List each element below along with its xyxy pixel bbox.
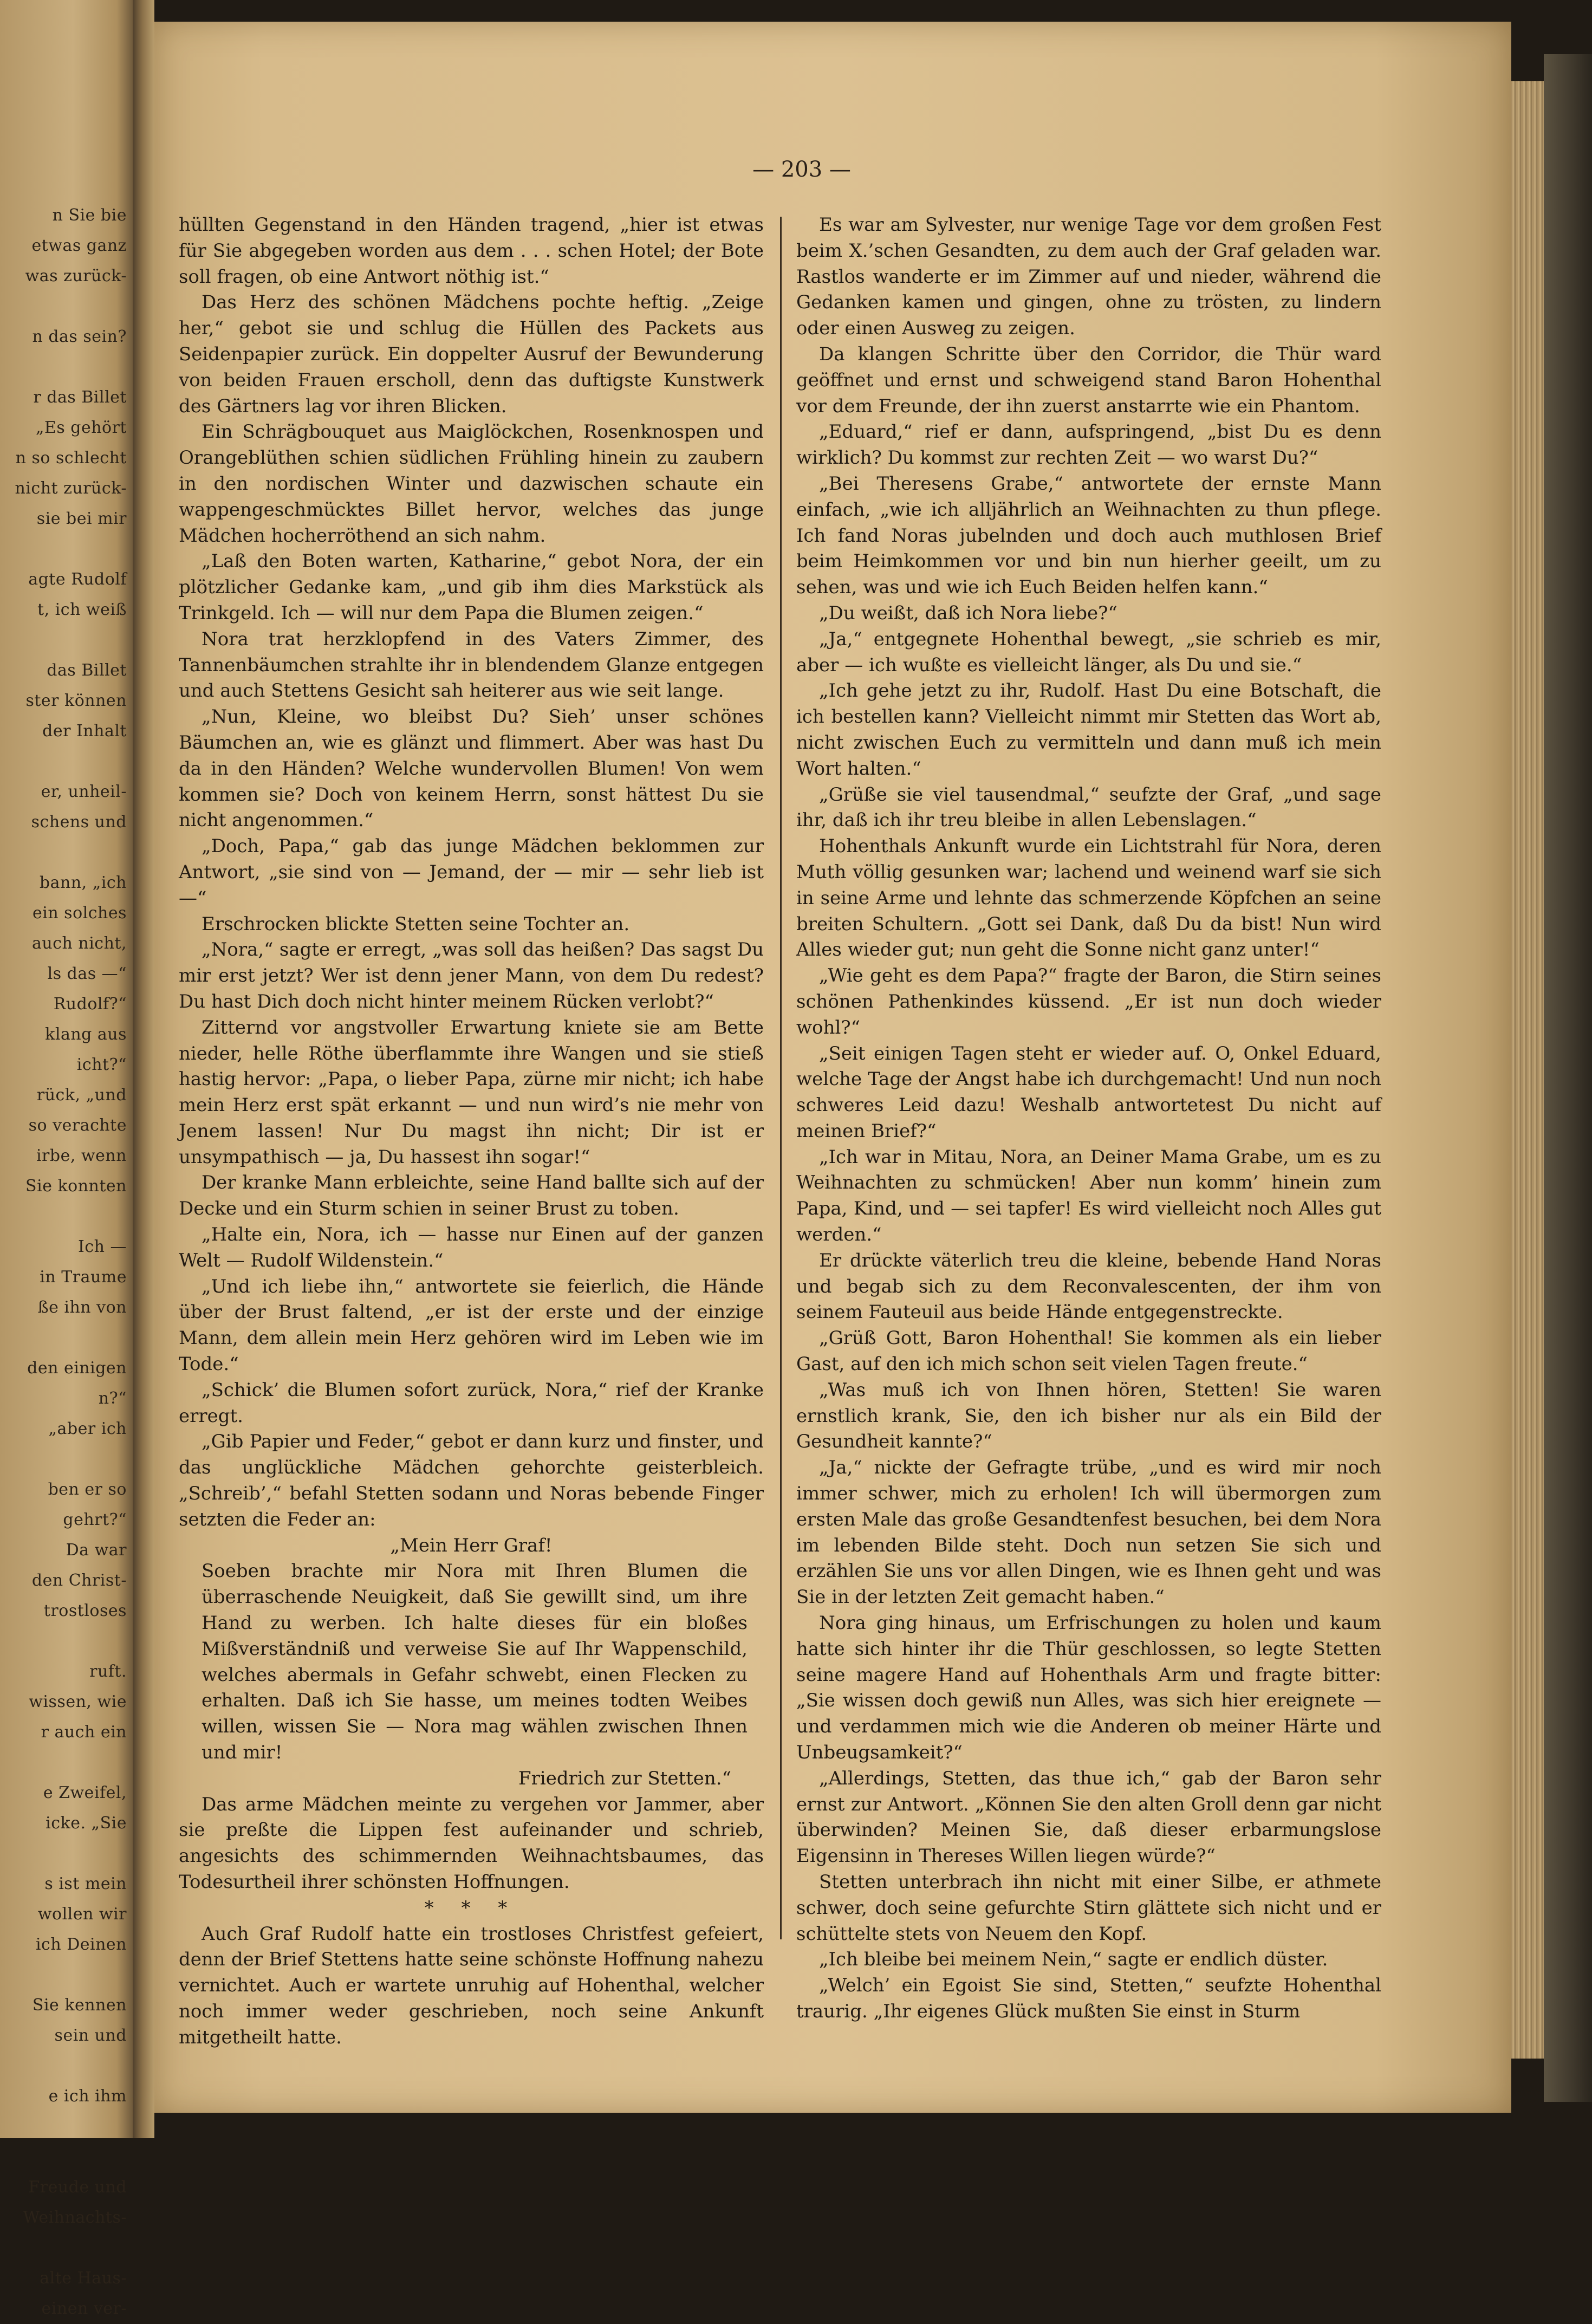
previous-page-line: n?“ bbox=[98, 1389, 127, 1408]
paragraph: Auch Graf Rudolf hatte ein trostloses Christfest gefeiert, denn der Brief Stettens hatte seine schönste Hoffnung nahezu vernichtet. Auch er wartete unruhig auf Hohenthal, welcher noch immer weder geschrieben, noch seine Ankunft mitgetheilt hatte. bbox=[179, 1923, 764, 2048]
right-text-column bbox=[796, 212, 1381, 2025]
paragraph: „Ich bleibe bei meinem Nein,“ sagte er endlich düster. bbox=[819, 1949, 1328, 1971]
previous-page-line: r auch ein bbox=[41, 1723, 127, 1742]
previous-page-line: alte Haus- bbox=[40, 2269, 127, 2288]
previous-page-line: den einigen bbox=[27, 1359, 127, 1378]
paragraph: „Seit einigen Tagen steht er wieder auf. O, Onkel Eduard, welche Tage der Angst habe ich durchgemacht! Und nun noch schweres Leid dazu! Weshalb antwortetest Du nicht auf meinen Brief?“ bbox=[796, 1042, 1381, 1142]
previous-page-line bbox=[2, 2051, 127, 2081]
paragraph: „Ja,“ entgegnete Hohenthal bewegt, „sie schrieb es mir, aber — ich wußte es vielleicht länger, als Du und sie.“ bbox=[796, 628, 1381, 676]
previous-page-line: in Traume bbox=[40, 1268, 127, 1287]
previous-page-line: klang aus bbox=[45, 1025, 127, 1044]
previous-page-line bbox=[2, 1748, 127, 1778]
paragraph: „Ich gehe jetzt zu ihr, Rudolf. Hast Du eine Botschaft, die ich bestellen kann? Vielleicht nimmt mir Stetten das Wort ab, nicht zwischen Euch zu vermitteln und dann muß ich mein Wort halten.“ bbox=[796, 680, 1381, 780]
paragraph: Der kranke Mann erbleichte, seine Hand ballte sich auf der Decke und ein Sturm schien in seiner Brust zu toben. bbox=[179, 1172, 764, 1220]
previous-page-edge bbox=[0, 0, 133, 2318]
paragraph: „Grüße sie viel tausendmal,“ seufzte der Graf, „und sage ihr, daß ich ihr treu bleibe in allen Lebenslagen.“ bbox=[796, 783, 1381, 832]
paragraph: „Gib Papier und Feder,“ gebot er dann kurz und finster, und das unglückliche Mädchen gehorchte geisterbleich. „Schreib’,“ befahl Stetten sodann und Noras bebende Finger setzten die Feder an: bbox=[179, 1431, 764, 1530]
previous-page-line: Ich — bbox=[77, 1237, 127, 1256]
previous-page-line: trostloses bbox=[43, 1601, 127, 1620]
previous-page-line: ben er so bbox=[48, 1480, 127, 1499]
column-divider bbox=[780, 217, 782, 1939]
paragraph: „Welch’ ein Egoist Sie sind, Stetten,“ seufzte Hohenthal traurig. „Ihr eigenes Glück mußten Sie einst in Sturm bbox=[796, 1975, 1381, 2022]
previous-page-line bbox=[2, 291, 127, 322]
previous-page-line: t, ich weiß bbox=[37, 600, 127, 619]
paragraph: Das Herz des schönen Mädchens pochte heftig. „Zeige her,“ gebot sie und schlug die Hüllen des Packets aus Seidenpapier zurück. Ein doppelter Ausruf der Bewunderung von beiden Frauen erscholl, denn das duftigste Kunstwerk des Gärtners lag vor ihren Blicken. bbox=[179, 291, 764, 417]
previous-page-line: er, unheil- bbox=[41, 782, 127, 801]
previous-page-line bbox=[2, 1444, 127, 1475]
previous-page-line: der Inhalt bbox=[42, 722, 127, 741]
previous-page-line bbox=[2, 1323, 127, 1353]
previous-page-line: bann, „ich bbox=[39, 873, 127, 892]
previous-page-line: ße ihn von bbox=[37, 1298, 127, 1317]
paragraph: „Ja,“ nickte der Gefragte trübe, „und es wird mir noch immer schwer, mich zu erholen! Ich will übermorgen zum ersten Male das große Gesandtenfest besuchen, bei dem Nora im lebenden Bilde steht. Doch nun setzen Sie sich und erzählen Sie uns vor allen Dingen, wie es Ihnen geht und was Sie in der letzten Zeit gemacht haben.“ bbox=[796, 1457, 1381, 1608]
previous-page-line: s ist mein bbox=[44, 1874, 127, 1893]
paragraph: „Eduard,“ rief er dann, aufspringend, „bist Du es denn wirklich? Du kommst zur rechten Zeit — wo warst Du?“ bbox=[796, 421, 1381, 469]
previous-page-line: e ich ihm bbox=[48, 2087, 127, 2106]
letter-line: Soeben brachte mir Nora mit Ihren Blumen die überraschende Neuigkeit, daß Sie gewillt sind, um ihre Hand zu werben. Ich halte dieses für ein bloßes Mißverständniß und verweise Sie auf Ihr Wappenschild, welches abermals in Gefahr schwebt, einen Flecken zu erhalten. Daß ich Sie hasse, um meines todten Weibes willen, wissen Sie — Nora mag wählen zwischen Ihnen und mir! bbox=[202, 1560, 748, 1764]
previous-page-line: n Sie bie bbox=[52, 206, 127, 225]
paragraph: Es war am Sylvester, nur wenige Tage vor dem großen Fest beim X.’schen Gesandten, zu dem auch der Graf geladen war. Rastlos wanderte er im Zimmer auf und nieder, während die Gedanken kamen und gingen, ohne zu trösten, zu lindern oder einen Ausweg zu zeigen. bbox=[796, 214, 1381, 340]
paragraph: Erschrocken blickte Stetten seine Tochter an. bbox=[202, 913, 630, 935]
previous-page-line: „aber ich bbox=[48, 1419, 127, 1438]
previous-page-line: Da war bbox=[66, 1541, 127, 1560]
previous-page-line bbox=[2, 352, 127, 382]
previous-page-line: schens und bbox=[31, 813, 127, 832]
paragraph: „Wie geht es dem Papa?“ fragte der Baron, die Stirn seines schönen Pathenkindes küssend. „Er ist nun doch wieder wohl?“ bbox=[796, 965, 1381, 1038]
previous-page-line: wollen wir bbox=[37, 1905, 127, 1924]
previous-page-line bbox=[2, 2112, 127, 2142]
previous-page-line: agte Rudolf bbox=[28, 570, 127, 589]
previous-page-line: irbe, wenn bbox=[36, 1146, 127, 1165]
previous-page-line: was zurück- bbox=[25, 267, 127, 285]
previous-page-line: Sie kennen bbox=[32, 1996, 127, 2015]
previous-page-line bbox=[2, 1626, 127, 1657]
previous-page-line: e Zweifel, bbox=[43, 1783, 127, 1802]
previous-page-line: einen ver- bbox=[41, 2299, 127, 2318]
previous-page-line: r das Billet bbox=[33, 388, 127, 407]
paragraph: „Nora,“ sagte er erregt, „was soll das heißen? Das sagst Du mir erst jetzt? Wer ist denn jener Mann, von dem Du redest? Du hast Dich doch nicht hinter meinem Rücken verlobt?“ bbox=[179, 939, 764, 1012]
signature-line: Friedrich zur Stetten.“ bbox=[518, 1767, 731, 1789]
previous-page-line: das Billet bbox=[47, 661, 127, 680]
previous-page-line: n so schlecht bbox=[15, 449, 127, 468]
previous-page-line bbox=[2, 838, 127, 868]
previous-page-line: icht?“ bbox=[76, 1055, 127, 1074]
salutation-line: „Mein Herr Graf! bbox=[390, 1534, 553, 1556]
previous-page-line: ster können bbox=[25, 691, 127, 710]
previous-page-line bbox=[2, 1960, 127, 1990]
paragraph: „Schick’ die Blumen sofort zurück, Nora,“ rief der Kranke erregt. bbox=[179, 1379, 764, 1427]
previous-page-line: Weihnachts- bbox=[23, 2208, 127, 2227]
page-number: — 203 — bbox=[752, 157, 851, 182]
previous-page-line: etwas ganz bbox=[31, 236, 127, 255]
previous-page-line: nicht zurück- bbox=[15, 479, 127, 498]
paragraph: „Laß den Boten warten, Katharine,“ gebot Nora, der ein plötzlicher Gedanke kam, „und gib ihm dies Markstück als Trinkgeld. Ich — will nur dem Papa die Blumen zeigen.“ bbox=[179, 550, 764, 624]
paragraph: Er drückte väterlich treu die kleine, bebende Hand Noras und begab sich zu dem Reconvalescenten, der ihm von seinem Fauteuil aus beide Hände entgegenstreckte. bbox=[796, 1249, 1381, 1323]
paragraph: Zitternd vor angstvoller Erwartung kniete sie am Bette nieder, helle Röthe überflammte ihre Wangen und sie stieß hastig hervor: „Papa, o lieber Papa, zürne mir nicht; ich habe mein Herz erst spät erkannt — und nun wird’s nie mehr von Jenem lassen! Nur Du magst ihn nicht; Dir ist er unsympathisch — ja, Du hassest ihn sogar!“ bbox=[179, 1016, 764, 1168]
previous-page-line: sein und bbox=[54, 2026, 127, 2045]
previous-page-text bbox=[2, 200, 127, 2324]
paragraph: „Und ich liebe ihn,“ antwortete sie feierlich, die Hände über der Brust faltend, „er ist der erste und der einzige Mann, dem allein mein Herz gehören wird im Leben wie im Tode.“ bbox=[179, 1275, 764, 1375]
stars-line: * * * bbox=[424, 1897, 518, 1919]
paragraph: Da klangen Schritte über den Corridor, die Thür ward geöffnet und ernst und schweigend stand Baron Hohenthal vor dem Freunde, der ihn zuerst anstarrte wie ein Phantom. bbox=[796, 343, 1381, 417]
previous-page-line: ein solches bbox=[32, 904, 127, 923]
previous-page-line: sie bei mir bbox=[36, 509, 127, 528]
previous-page-line bbox=[2, 1202, 127, 1232]
previous-page-line: „Es gehört bbox=[35, 418, 127, 437]
previous-page-line: Sie konnten bbox=[25, 1177, 127, 1196]
paragraph: Nora ging hinaus, um Erfrischungen zu holen und kaum hatte sich hinter ihr die Thür geschlossen, so legte Stetten seine magere Hand auf Hohenthals Arm und fragte bitter: „Sie wissen doch gewiß nun Alles, was sich hier ereignete — und verdammen mich wie die Anderen ob meiner Härte und Unbeugsamkeit?“ bbox=[796, 1612, 1381, 1764]
paragraph: „Nun, Kleine, wo bleibst Du? Sieh’ unser schönes Bäumchen an, wie es glänzt und flimmert. Aber was hast Du da in den Händen? Welche wundervollen Blumen! Von wem kommen sie? Doch von keinem Herrn, sonst hättest Du sie nicht angenommen.“ bbox=[179, 706, 764, 832]
paragraph: „Halte ein, Nora, ich — hasse nur Einen auf der ganzen Welt — Rudolf Wildenstein.“ bbox=[179, 1224, 764, 1271]
paragraph: „Was muß ich von Ihnen hören, Stetten! Sie waren ernstlich krank, Sie, den ich bisher nur als ein Bild der Gesundheit kannte?“ bbox=[796, 1379, 1381, 1453]
page-stack-edge bbox=[1511, 81, 1544, 2059]
previous-page-line bbox=[2, 534, 127, 564]
paragraph: „Bei Theresens Grabe,“ antwortete der ernste Mann einfach, „wie ich alljährlich an Weihnachten zu thun pflege. Ich fand Noras jubelnden und doch auch muthlosen Brief beim Heimkommen vor und bin nun hierher geeilt, um zu sehen, was und wie ich Euch Beiden helfen kann.“ bbox=[796, 472, 1381, 599]
paragraph: Ein Schrägbouquet aus Maiglöckchen, Rosenknospen und Orangeblüthen schien südlichen Frühling hinein zu zaubern in den nordischen Winter und dazwischen schaute ein wappengeschmücktes Billet hervor, welches das junge Mädchen hocherröthend an sich nahm. bbox=[179, 421, 764, 547]
previous-page-line: wissen, wie bbox=[29, 1692, 127, 1711]
paragraph: Stetten unterbrach ihn nicht mit einer Silbe, er athmete schwer, doch seine gefurchte Stirn glättete sich nicht und er schüttelte stets von Neuem den Kopf. bbox=[796, 1871, 1381, 1945]
previous-page-line: Rudolf?“ bbox=[53, 995, 127, 1014]
previous-page-line: ruft. bbox=[89, 1662, 127, 1681]
noindent-line: hüllten Gegenstand in den Händen tragend, „hier ist etwas für Sie abgegeben worden aus dem . . . schen Hotel; der Bote soll fragen, ob eine Antwort nöthig ist.“ bbox=[179, 214, 764, 288]
paragraph: Nora trat herzklopfend in des Vaters Zimmer, des Tannenbäumchen strahlte ihr in blendendem Glanze entgegen und auch Stettens Gesicht sah heiterer aus wie seit lange. bbox=[179, 628, 764, 702]
previous-page-line: ls das —“ bbox=[47, 964, 127, 983]
previous-page-line bbox=[2, 1839, 127, 1869]
paragraph: „Doch, Papa,“ gab das junge Mädchen beklommen zur Antwort, „sie sind von — Jemand, der — mir — sehr lieb ist —“ bbox=[179, 835, 764, 909]
paragraph: Das arme Mädchen meinte zu vergehen vor Jammer, aber sie preßte die Lippen fest aufeinander und schrieb, angesichts des schimmernden Weihnachtsbaumes, das Todesurtheil ihrer schönsten Hoffnungen. bbox=[179, 1793, 764, 1893]
previous-page-line bbox=[2, 625, 127, 655]
paragraph: „Du weißt, daß ich Nora liebe?“ bbox=[819, 602, 1117, 624]
paragraph: „Grüß Gott, Baron Hohenthal! Sie kommen als ein lieber Gast, auf den ich mich schon seit vielen Tagen freute.“ bbox=[796, 1327, 1381, 1375]
previous-page-line: ich Deinen bbox=[35, 1935, 127, 1954]
previous-page-line: n das sein? bbox=[32, 327, 127, 346]
previous-page-line: den Christ- bbox=[31, 1571, 127, 1590]
previous-page-line: so verachte bbox=[28, 1116, 127, 1135]
previous-page-line: Freude und bbox=[28, 2178, 127, 2197]
previous-page-line: auch nicht, bbox=[32, 934, 127, 953]
previous-page-line bbox=[2, 2233, 127, 2263]
paragraph: Hohenthals Ankunft wurde ein Lichtstrahl für Nora, deren Muth völlig gesunken war; lachend und weinend warf sie sich in seine Arme und lehnte das schmerzende Köpfchen an seine breiten Schultern. „Gott sei Dank, daß Du da bist! Nun wird Alles wieder gut; nun geht die Sonne nicht ganz unter!“ bbox=[796, 835, 1381, 961]
book-cover-edge bbox=[1544, 54, 1592, 2102]
previous-page-line bbox=[2, 2142, 127, 2172]
previous-page-line: gehrt?“ bbox=[63, 1510, 127, 1529]
left-text-column bbox=[179, 212, 764, 2051]
paragraph: „Ich war in Mitau, Nora, an Deiner Mama Grabe, um es zu Weihnachten zu schmücken! Aber nun komm’ hinein zum Papa, Kind, und — sei tapfer! Es wird vielleicht noch Alles gut werden.“ bbox=[796, 1146, 1381, 1246]
paragraph: „Allerdings, Stetten, das thue ich,“ gab der Baron sehr ernst zur Antwort. „Können Sie den alten Groll denn gar nicht überwinden? Meinen Sie, daß dieser erbarmungslose Eigensinn in Thereses Willen liegen würde?“ bbox=[796, 1767, 1381, 1867]
previous-page-line bbox=[2, 746, 127, 777]
previous-page-line: rück, „und bbox=[36, 1086, 127, 1105]
book-gutter bbox=[133, 0, 154, 2138]
previous-page-line: icke. „Sie bbox=[46, 1814, 127, 1833]
